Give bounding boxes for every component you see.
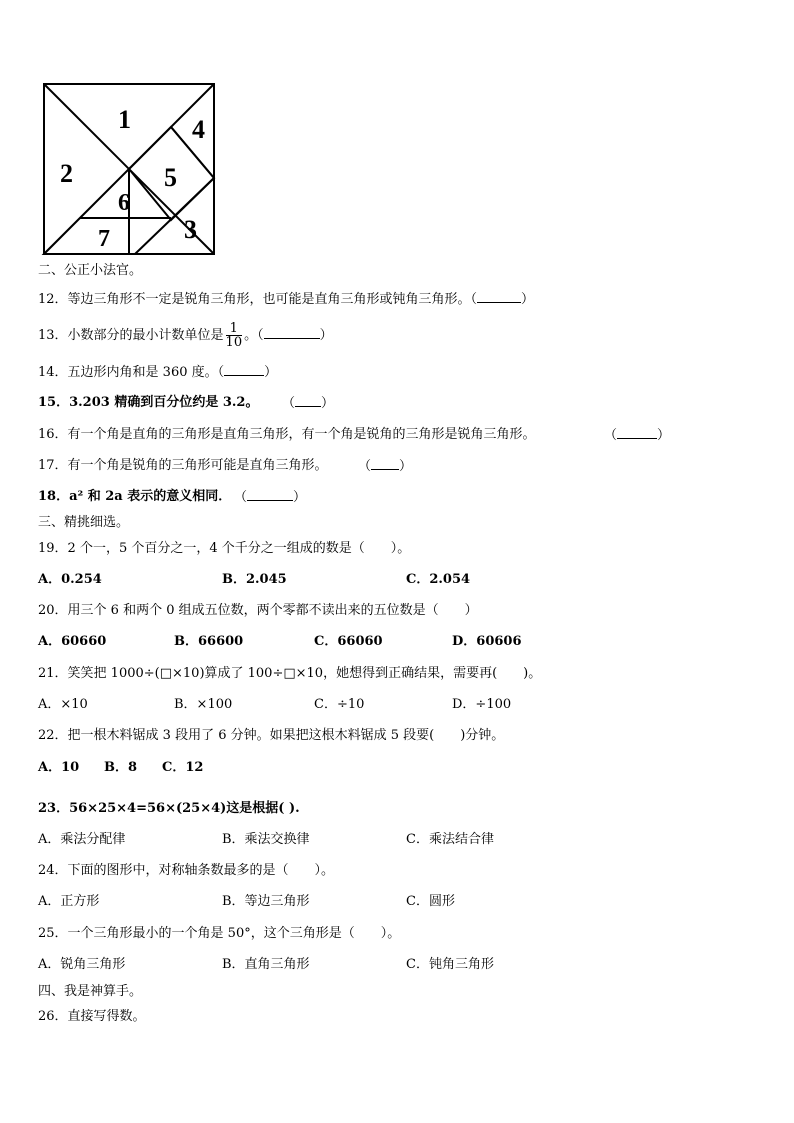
section4-heading: 四、我是神算手。 (38, 984, 143, 999)
section2-heading: 二、公正小法官。 (38, 263, 143, 278)
q19-option-b[interactable]: B．2.045 (222, 572, 287, 587)
answer-blank[interactable] (264, 327, 320, 339)
tangram-figure (40, 80, 220, 258)
q19-option-a[interactable]: A．0.254 (38, 572, 102, 587)
q22-option-c[interactable]: C．12 (162, 760, 204, 775)
answer-blank[interactable] (477, 291, 521, 303)
question-25: 25．一个三角形最小的一个角是 50°，这个三角形是（ ）。 (38, 926, 401, 941)
question-14-text: 14．五边形内角和是 360 度。（ (38, 365, 225, 380)
q23-option-b[interactable]: B．乘法交换律 (222, 832, 310, 847)
question-21: 21．笑笑把 1000÷(□×10)算成了 100÷□×10，她想得到正确结果，需要再( )。 (38, 666, 542, 681)
tangram-label-7: 7 (98, 226, 110, 252)
question-26: 26．直接写得数。 (38, 1009, 146, 1024)
tangram-label-4: 4 (192, 115, 205, 144)
question-15 (38, 395, 258, 411)
q21-option-d[interactable]: D．÷100 (452, 697, 512, 712)
q20-option-a[interactable]: A．60660 (38, 634, 107, 649)
section3-heading: 三、精挑细选。 (38, 515, 130, 530)
tangram-label-3: 3 (184, 215, 197, 244)
question-22: 22．把一根木料锯成 3 段用了 6 分钟。如果把这根木料锯成 5 段要( )分钟。 (38, 728, 505, 743)
q20-option-b[interactable]: B．66600 (174, 634, 244, 649)
question-19: 19．2 个一，5 个百分之一，4 个千分之一组成的数是（ ）。 (38, 541, 411, 556)
tangram-label-5: 5 (164, 163, 177, 192)
question-18-answer: （ ） (234, 490, 307, 505)
question-14: 14．五边形内角和是 360 度。（ ） (38, 365, 278, 380)
q19-option-c[interactable]: C．2.054 (406, 572, 471, 587)
question-24: 24．下面的图形中，对称轴条数最多的是（ ）。 (38, 863, 335, 878)
question-16-answer: （ ） (604, 428, 671, 443)
question-18-text: 18．a² 和 2a 表示的意义相同． (38, 489, 232, 504)
question-17-text: 17．有一个角是锐角的三角形可能是直角三角形。 (38, 458, 328, 473)
tangram-label-2: 2 (60, 159, 73, 188)
q25-option-c[interactable]: C．钝角三角形 (406, 957, 494, 972)
q21-option-c[interactable]: C．÷10 (314, 697, 365, 712)
question-17 (38, 458, 328, 474)
question-13-text: 13．小数部分的最小计数单位是 (38, 328, 224, 343)
q21-option-a[interactable]: A．×10 (38, 697, 88, 712)
q24-option-c[interactable]: C．圆形 (406, 894, 455, 909)
q20-option-c[interactable]: C．66060 (314, 634, 383, 649)
question-13: 13．小数部分的最小计数单位是 $\frac{1}{10}$ 。（ ） (38, 321, 333, 350)
question-18 (38, 489, 231, 505)
tangram-label-1: 1 (118, 105, 131, 134)
q24-option-a[interactable]: A．正方形 (38, 894, 100, 909)
answer-blank[interactable] (224, 364, 264, 376)
fraction-one-tenth: $\frac{1}{10}$ (225, 321, 243, 350)
answer-blank[interactable] (295, 395, 321, 407)
question-17-answer: （ ） (358, 459, 413, 474)
q21-option-b[interactable]: B．×100 (174, 697, 233, 712)
q23-option-a[interactable]: A．乘法分配律 (38, 832, 126, 847)
question-15-answer: （ ） (282, 396, 335, 411)
question-15-text: 15．3.203 精确到百分位约是 3.2。 (38, 395, 259, 410)
question-16 (38, 427, 536, 443)
q20-option-d[interactable]: D．60606 (452, 634, 522, 649)
answer-blank[interactable] (617, 427, 657, 439)
q25-option-b[interactable]: B．直角三角形 (222, 957, 310, 972)
q25-option-a[interactable]: A．锐角三角形 (38, 957, 126, 972)
question-12-text: 12．等边三角形不一定是锐角三角形，也可能是直角三角形或钝角三角形。（ (38, 292, 478, 307)
question-16-text: 16．有一个角是直角的三角形是直角三角形，有一个角是锐角的三角形是锐角三角形。 (38, 427, 536, 442)
q22-option-b[interactable]: B．8 (104, 760, 138, 775)
answer-blank[interactable] (247, 489, 293, 501)
question-23: 23．56×25×4=56×(25×4)这是根据( ). (38, 801, 300, 816)
answer-blank[interactable] (371, 458, 399, 470)
question-20: 20．用三个 6 和两个 0 组成五位数，两个零都不读出来的五位数是（ ） (38, 603, 478, 618)
question-12: 12．等边三角形不一定是锐角三角形，也可能是直角三角形或钝角三角形。（ ） (38, 292, 535, 307)
q24-option-b[interactable]: B．等边三角形 (222, 894, 310, 909)
tangram-label-6: 6 (118, 190, 130, 216)
q23-option-c[interactable]: C．乘法结合律 (406, 832, 494, 847)
q22-option-a[interactable]: A．10 (38, 760, 80, 775)
